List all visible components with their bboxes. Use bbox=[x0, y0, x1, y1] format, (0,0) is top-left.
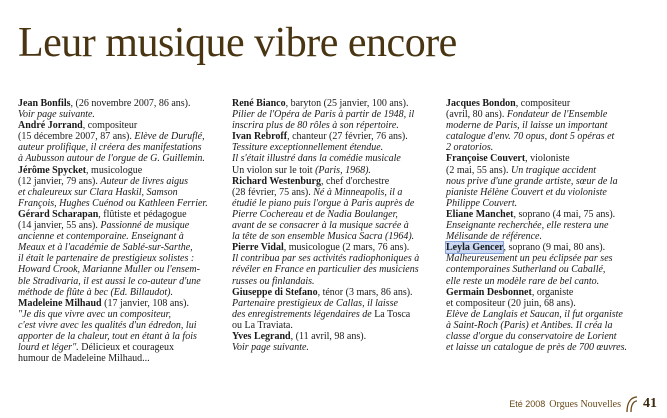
obituary-entry bbox=[232, 287, 440, 331]
entry-note: et laisse un catalogue de près de 700 œuvres. bbox=[446, 342, 627, 354]
page-footer bbox=[509, 394, 657, 414]
entry-note: Elève de Duruflé, bbox=[134, 131, 205, 143]
article-title: Leur musique vibre encore bbox=[18, 20, 457, 66]
entry-note: Né à Minneapolis, il a bbox=[313, 186, 403, 198]
entry-note: Fondateur de l'Ensemble bbox=[506, 109, 608, 121]
person-name: Jérôme Spycket bbox=[18, 164, 87, 176]
obituary-entry bbox=[18, 120, 226, 164]
person-name: Yves Legrand bbox=[232, 330, 291, 342]
person-name: Richard Westenburg bbox=[232, 175, 321, 187]
entry-note: Howard Crook, Marianne Muller ou l'ensem- bbox=[18, 264, 200, 276]
obituary-entry bbox=[232, 131, 440, 175]
entry-note: Meaux et à l'académie de Sablé-sur-Sarthe, bbox=[18, 242, 193, 254]
obituary-entry bbox=[446, 242, 654, 286]
person-name: Pierre Vidal bbox=[232, 242, 284, 254]
entry-note: contemporaines Sutherland ou Caballé, bbox=[446, 264, 606, 276]
person-name: Jean Bonfils bbox=[18, 98, 71, 109]
column-2 bbox=[232, 98, 440, 394]
entry-details: La Tosca bbox=[371, 308, 411, 320]
entry-details: , musicologue bbox=[86, 164, 143, 176]
entry-details: et compositeur (20 juin, 68 ans). bbox=[446, 297, 576, 309]
entry-details: (avril, 80 ans). bbox=[446, 109, 507, 121]
obituary-entry bbox=[446, 153, 654, 208]
entry-note: Un tragique accident bbox=[511, 164, 596, 176]
entry-details: , compositeur bbox=[82, 120, 138, 132]
entry-note: il était le partenaire de prestigieux solistes : bbox=[18, 253, 195, 265]
entry-note: Pilier de l'Opéra de Paris à partir de 1948, il bbox=[232, 109, 415, 121]
entry-note: à Saint-Roch (Paris) et Antibes. Il créa la bbox=[446, 319, 613, 331]
entry-note: 2 oratorios. bbox=[446, 142, 494, 154]
entry-details: , compositeur bbox=[515, 98, 571, 109]
entry-details: , soprano (4 mai, 75 ans). bbox=[513, 208, 616, 220]
entry-details: (28 février, 75 ans). bbox=[232, 186, 314, 198]
entry-details: (12 janvier, 79 ans). bbox=[18, 175, 101, 187]
entry-details: Un violon sur le toit bbox=[232, 164, 316, 176]
entry-note: catalogue d'env. 70 opus, dont 5 opéras et bbox=[446, 131, 615, 143]
obituary-entry bbox=[446, 98, 654, 153]
entry-details: (14 janvier, 55 ans). bbox=[18, 220, 101, 232]
entry-note: Il contribua par ses activités radiophoniques à bbox=[232, 253, 420, 265]
obituary-entry bbox=[18, 209, 226, 298]
entry-note: Mélisande de référence. bbox=[446, 231, 542, 243]
column-3 bbox=[446, 98, 654, 394]
obituary-entry bbox=[232, 331, 440, 353]
obituary-entry bbox=[18, 98, 226, 120]
person-name: Giuseppe di Stefano bbox=[232, 286, 318, 298]
entry-note: Partenaire prestigieux de Callas, il laisse bbox=[232, 297, 398, 309]
entry-note: des enregistrements légendaires de bbox=[232, 308, 372, 320]
entry-details: , musicologue (2 mars, 76 ans). bbox=[283, 242, 410, 254]
page-number: 41 bbox=[643, 396, 657, 411]
entry-note: la tête de son ensemble Musica Sacra (1964). bbox=[232, 231, 415, 243]
entry-details: , organiste bbox=[531, 286, 574, 298]
entry-note: méthode de flûte à bec (Ed. Billaudot). bbox=[18, 286, 173, 298]
entry-note: Auteur de livres aigus bbox=[100, 175, 189, 187]
obituary-entry bbox=[232, 176, 440, 243]
entry-note: (Paris, 1968). bbox=[315, 164, 371, 176]
entry-note: et chaleureux sur Clara Haskil, Samson bbox=[18, 186, 178, 198]
entry-details: , (11 avril, 98 ans). bbox=[290, 330, 367, 342]
highlighted-person-name: Leyla Gencer bbox=[446, 242, 504, 254]
entry-note: apporter de la chaleur, tout en étant à la fois bbox=[18, 330, 197, 342]
entry-note: Elève de Langlais et Saucan, il fut organiste bbox=[446, 308, 623, 320]
person-name: René Bianco bbox=[232, 98, 286, 109]
person-name: Jacques Bondon bbox=[446, 98, 516, 109]
entry-note: pianiste Hélène Couvert et du violoniste bbox=[446, 186, 607, 198]
entry-note: elle reste un modèle rare de bel canto. bbox=[446, 275, 600, 287]
entry-note: Philippe Couvert. bbox=[446, 197, 518, 209]
entry-details: , flûtiste et pédagogue bbox=[98, 208, 187, 220]
entry-details: (15 décembre 2007, 87 ans). bbox=[18, 131, 135, 143]
entry-note: Passionné de musique bbox=[100, 220, 190, 232]
entry-note: révéler en France en particulier des musiciens bbox=[232, 264, 419, 276]
entry-note: classe d'orgue du conservatoire de Lorient bbox=[446, 330, 617, 342]
entry-note: "Je dis que vivre avec un compositeur, bbox=[18, 308, 171, 320]
person-name: Gérard Scharapan bbox=[18, 208, 99, 220]
person-name: Eliane Manchet bbox=[446, 208, 514, 220]
entry-note: François, Hughes Cuénod ou Kathleen Ferrier. bbox=[18, 197, 208, 209]
entry-details: , chef d'orchestre bbox=[321, 175, 390, 187]
entry-note: ble Stradivaria, il est aussi le co-auteur d'une bbox=[18, 275, 201, 287]
entry-note: Tessiture exceptionnellement étendue. bbox=[232, 142, 384, 154]
entry-note: Voir page suivante. bbox=[232, 342, 309, 354]
column-1 bbox=[18, 98, 226, 394]
entry-note: Pierre Cochereau et de Nadia Boulanger, bbox=[232, 208, 398, 220]
entry-details: , chanteur (27 février, 76 ans). bbox=[287, 131, 408, 143]
entry-note: moderne de Paris, il laisse un important bbox=[446, 120, 608, 132]
entry-note: auteur prolifique, il créera des manifestations bbox=[18, 142, 202, 154]
entry-note: Malheureusement un peu éclipsée par ses bbox=[446, 253, 613, 265]
obituary-columns bbox=[18, 98, 654, 394]
entry-details: (2 mai, 55 ans). bbox=[446, 164, 511, 176]
entry-note: inscrira plus de 80 rôles à son répertoire. bbox=[232, 120, 399, 132]
entry-note: nous prive d'une grande artiste, sœur de la bbox=[446, 175, 618, 187]
obituary-entry bbox=[446, 209, 654, 242]
magazine-name: Orgues Nouvelles bbox=[549, 398, 621, 410]
entry-note: Enseignante recherchée, elle restera une bbox=[446, 220, 609, 232]
obituary-entry bbox=[232, 98, 440, 131]
person-name: Germain Desbonnet bbox=[446, 286, 532, 298]
entry-details: (17 janvier, 108 ans). bbox=[101, 297, 189, 309]
obituary-entry bbox=[18, 165, 226, 209]
obituary-entry bbox=[18, 298, 226, 365]
entry-note: c'est vivre avec les qualités d'un édredon, lui bbox=[18, 319, 197, 331]
entry-details: , violoniste bbox=[525, 153, 570, 165]
person-name: Ivan Rebroff bbox=[232, 131, 288, 143]
entry-note: Voir page suivante. bbox=[18, 109, 95, 121]
person-name: André Jorrand bbox=[18, 120, 83, 132]
issue-label: Eté 2008 bbox=[509, 399, 546, 409]
obituary-entry bbox=[446, 287, 654, 354]
entry-details: , soprano (9 mai, 80 ans). bbox=[503, 242, 606, 254]
obituary-entry bbox=[232, 242, 440, 286]
entry-note: avant de se consacrer à la musique sacrée à bbox=[232, 220, 409, 232]
entry-details: ou La Traviata. bbox=[232, 319, 293, 331]
ornament-icon bbox=[625, 395, 639, 413]
entry-details: , baryton (25 janvier, 100 ans). bbox=[285, 98, 409, 109]
entry-details: , ténor (3 mars, 86 ans). bbox=[317, 286, 413, 298]
person-name: Françoise Couvert bbox=[446, 153, 526, 165]
entry-note: étudié le piano puis l'orgue à Paris auprès de bbox=[232, 197, 415, 209]
entry-details: humour de Madeleine Milhaud... bbox=[18, 353, 150, 365]
entry-details: , (26 novembre 2007, 86 ans). bbox=[70, 98, 191, 109]
entry-note: lourd et léger". bbox=[18, 342, 79, 354]
entry-note: Il s'était illustré dans la comédie musicale bbox=[232, 153, 401, 165]
entry-note: à Aubusson autour de l'orgue de G. Guillemin. bbox=[18, 153, 205, 165]
person-name: Madeleine Milhaud bbox=[18, 297, 102, 309]
entry-note: ancienne et contemporaine. Enseignant à bbox=[18, 231, 184, 243]
entry-note: russes ou finlandais. bbox=[232, 275, 315, 287]
entry-details: Délicieux et courageux bbox=[78, 342, 174, 354]
